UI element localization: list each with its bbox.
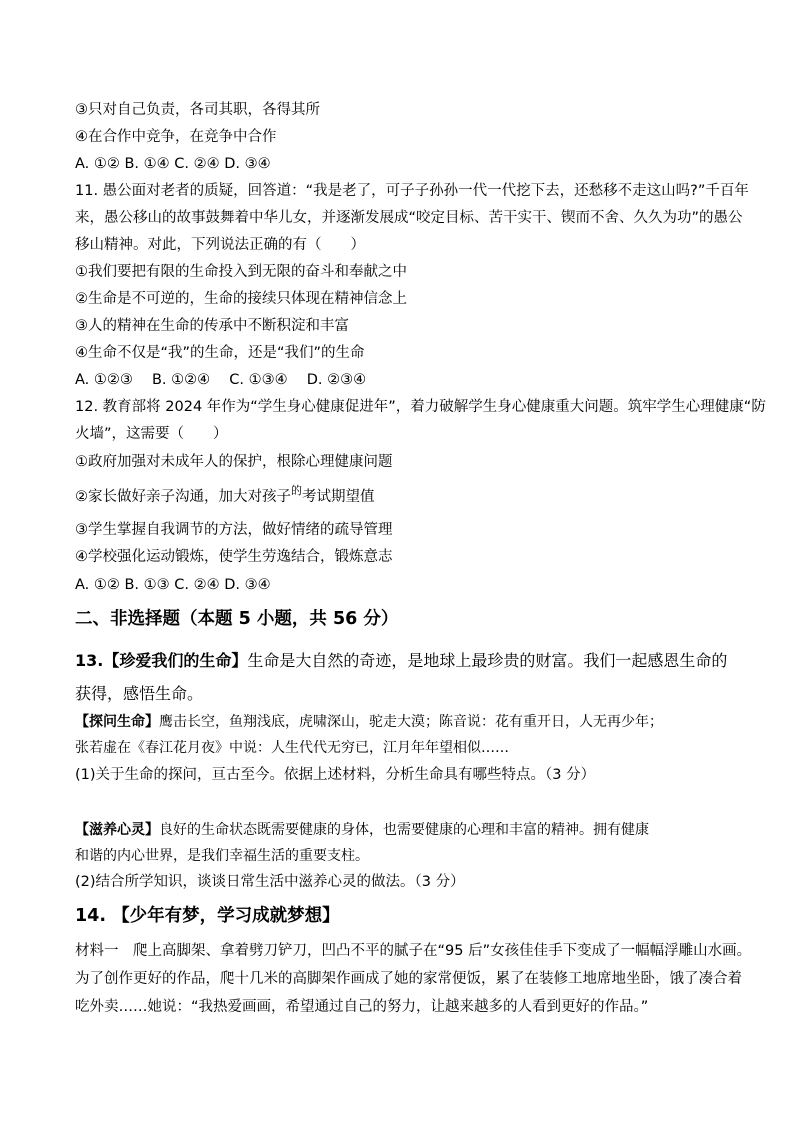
q10-answer-choices: A. ①② B. ①④ C. ②④ D. ③④ (75, 156, 271, 172)
q14-material-1-line-2: 为了创作更好的作品，爬十几米的高脚架作画成了她的家常便饭，累了在装修工地席地坐卧，饿了凑合着 (75, 971, 742, 987)
q11-stem-line-3: 移山精神。对此，下列说法正确的有（ ） (75, 237, 365, 253)
q13-material-1-line-2: 张若虚在《春江花月夜》中说：人生代代无穷已，江月年年望相似…… (75, 740, 509, 756)
q12-option-2-superscript: 的 (291, 484, 302, 497)
q10-option-3: ③只对自己负责，各司其职，各得其所 (75, 102, 320, 118)
q13-intro-text: 生命是大自然的奇迹，是地球上最珍贵的财富。我们一起感恩生命的 (247, 651, 728, 670)
q10-option-4: ④在合作中竞争，在竞争中合作 (75, 129, 277, 145)
q12-stem-line-1: 12. 教育部将 2024 年作为“学生身心健康促进年”，着力破解学生身心健康重大问题。筑牢学生心理健康“防 (75, 399, 766, 415)
q12-option-2-part-a: ②家长做好亲子沟通，加大对孩子 (75, 489, 291, 505)
q12-option-2-part-b: 考试期望值 (302, 489, 375, 505)
q12-option-2 (75, 484, 725, 507)
q11-stem-line-2: 来，愚公移山的故事鼓舞着中华儿女，并逐渐发展成“咬定目标、苦干实干、锲而不舍、久久为功”的愚公 (75, 210, 743, 226)
section-2-heading: 二、非选择题（本题 5 小题，共 56 分） (75, 609, 399, 629)
q12-answer-choices: A. ①② B. ①③ C. ②④ D. ③④ (75, 577, 271, 593)
q13-material-2-line-1 (75, 821, 725, 839)
q14-material-1-line-3: 吃外卖……她说：“我热爱画画，希望通过自己的努力，让越来越多的人看到更好的作品。” (75, 999, 649, 1015)
q13-tag-nourish-mind: 【滋养心灵】 (75, 822, 159, 838)
q12-stem-line-2: 火墙”，这需要（ ） (75, 426, 228, 442)
q11-answer-choices: A. ①②③ B. ①②④ C. ①③④ D. ②③④ (75, 372, 367, 388)
q13-intro-line-1 (75, 651, 728, 671)
q13-subquestion-2: (2)结合所学知识，谈谈日常生活中滋养心灵的做法。（3 分） (75, 874, 465, 890)
q11-stem-line-1: 11. 愚公面对老者的质疑，回答道：“我是老了，可子子孙孙一代一代挖下去，还愁移不走这山吗?”千百年 (75, 183, 749, 199)
q12-option-3: ③学生掌握自我调节的方法，做好情绪的疏导管理 (75, 522, 393, 538)
q11-option-1: ①我们要把有限的生命投入到无限的奋斗和奉献之中 (75, 264, 407, 280)
q13-material-1-line-1 (75, 713, 725, 731)
q13-material-2-line-2: 和谐的内心世界，是我们幸福生活的重要支柱。 (75, 848, 369, 864)
q13-tag-explore-life: 【探问生命】 (75, 714, 159, 730)
q13-subquestion-1: (1)关于生命的探问，亘古至今。依据上述材料，分析生命具有哪些特点。（3 分） (75, 767, 596, 783)
q12-option-4: ④学校强化运动锻炼，使学生劳逸结合，锻炼意志 (75, 549, 393, 565)
q11-option-2: ②生命是不可逆的，生命的接续只体现在精神信念上 (75, 291, 407, 307)
q11-option-4: ④生命不仅是“我”的生命，还是“我们”的生命 (75, 345, 365, 361)
q12-option-1: ①政府加强对未成年人的保护，根除心理健康问题 (75, 454, 393, 470)
q13-material-2-text: 良好的生命状态既需要健康的身体，也需要健康的心理和丰富的精神。拥有健康 (159, 822, 649, 838)
q13-intro-line-2: 获得，感悟生命。 (75, 684, 204, 703)
q14-title: 14. 【少年有梦，学习成就梦想】 (75, 906, 340, 926)
q14-material-1-line-1: 材料一 爬上高脚架、拿着劈刀铲刀，凹凸不平的腻子在“95 后”女孩佳佳手下变成了一幅幅浮雕山水画。 (75, 943, 752, 959)
q13-material-1-text: 鹰击长空，鱼翔浅底，虎啸深山，驼走大漠；陈音说：花有重开日，人无再少年； (159, 714, 663, 730)
q13-label: 13.【珍爱我们的生命】 (75, 651, 248, 670)
q11-option-3: ③人的精神在生命的传承中不断积淀和丰富 (75, 318, 349, 334)
